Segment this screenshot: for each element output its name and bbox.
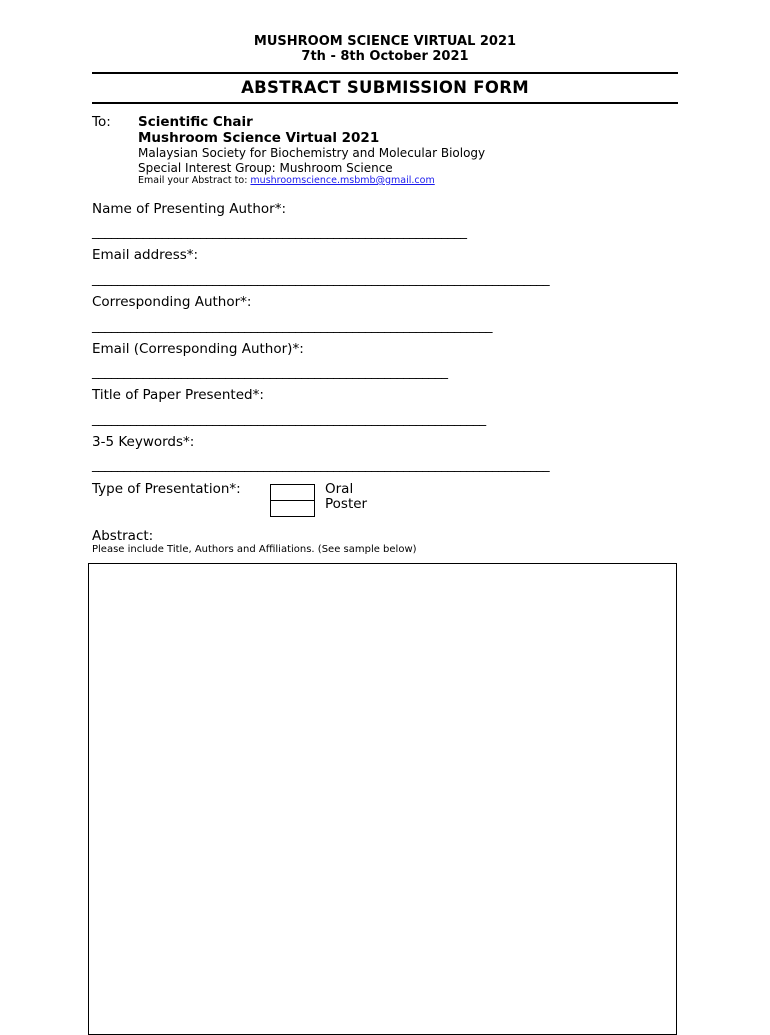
oral-checkbox[interactable] xyxy=(270,484,315,501)
presenting-author-label: Name of Presenting Author*: xyxy=(92,201,286,217)
email-instruction xyxy=(138,175,435,186)
title-divider xyxy=(92,102,678,104)
abstract-label: Abstract: xyxy=(92,528,154,544)
submission-email-link[interactable]: mushroomscience.msbmb@gmail.com xyxy=(250,175,435,186)
recipient-title: Scientific Chair xyxy=(138,114,253,130)
keywords-field[interactable]: ________________________________________________________________________ xyxy=(92,457,550,473)
oral-option-label: Oral xyxy=(325,481,354,497)
event-title: MUSHROOM SCIENCE VIRTUAL 2021 xyxy=(253,34,517,49)
poster-checkbox[interactable] xyxy=(270,500,315,517)
paper-title-field[interactable]: ______________________________________________________________ xyxy=(92,411,486,427)
event-dates: 7th - 8th October 2021 xyxy=(301,49,469,64)
to-label: To: xyxy=(92,114,111,130)
top-divider xyxy=(92,72,678,74)
abstract-textarea[interactable] xyxy=(88,563,677,1035)
email-address-field[interactable]: ________________________________________________________________________ xyxy=(92,271,550,287)
paper-title-label: Title of Paper Presented*: xyxy=(92,387,264,403)
abstract-note: Please include Title, Authors and Affiliations. (See sample below) xyxy=(92,544,417,555)
corresponding-author-label: Corresponding Author*: xyxy=(92,294,252,310)
email-instruction-text: Email your Abstract to: xyxy=(138,175,251,186)
corresponding-email-label: Email (Corresponding Author)*: xyxy=(92,341,304,357)
corresponding-email-field[interactable]: ________________________________________________________ xyxy=(92,364,448,380)
corresponding-author-field[interactable]: _______________________________________________________________ xyxy=(92,318,493,334)
poster-option-label: Poster xyxy=(325,496,368,512)
presentation-type-label: Type of Presentation*: xyxy=(92,481,241,497)
presenting-author-field[interactable]: ___________________________________________________________ xyxy=(92,224,467,240)
form-title: ABSTRACT SUBMISSION FORM xyxy=(241,78,529,97)
recipient-event: Mushroom Science Virtual 2021 xyxy=(138,130,380,146)
keywords-label: 3-5 Keywords*: xyxy=(92,434,195,450)
email-address-label: Email address*: xyxy=(92,247,199,263)
recipient-society: Malaysian Society for Biochemistry and Molecular Biology xyxy=(138,146,486,160)
recipient-group: Special Interest Group: Mushroom Science xyxy=(138,161,393,175)
